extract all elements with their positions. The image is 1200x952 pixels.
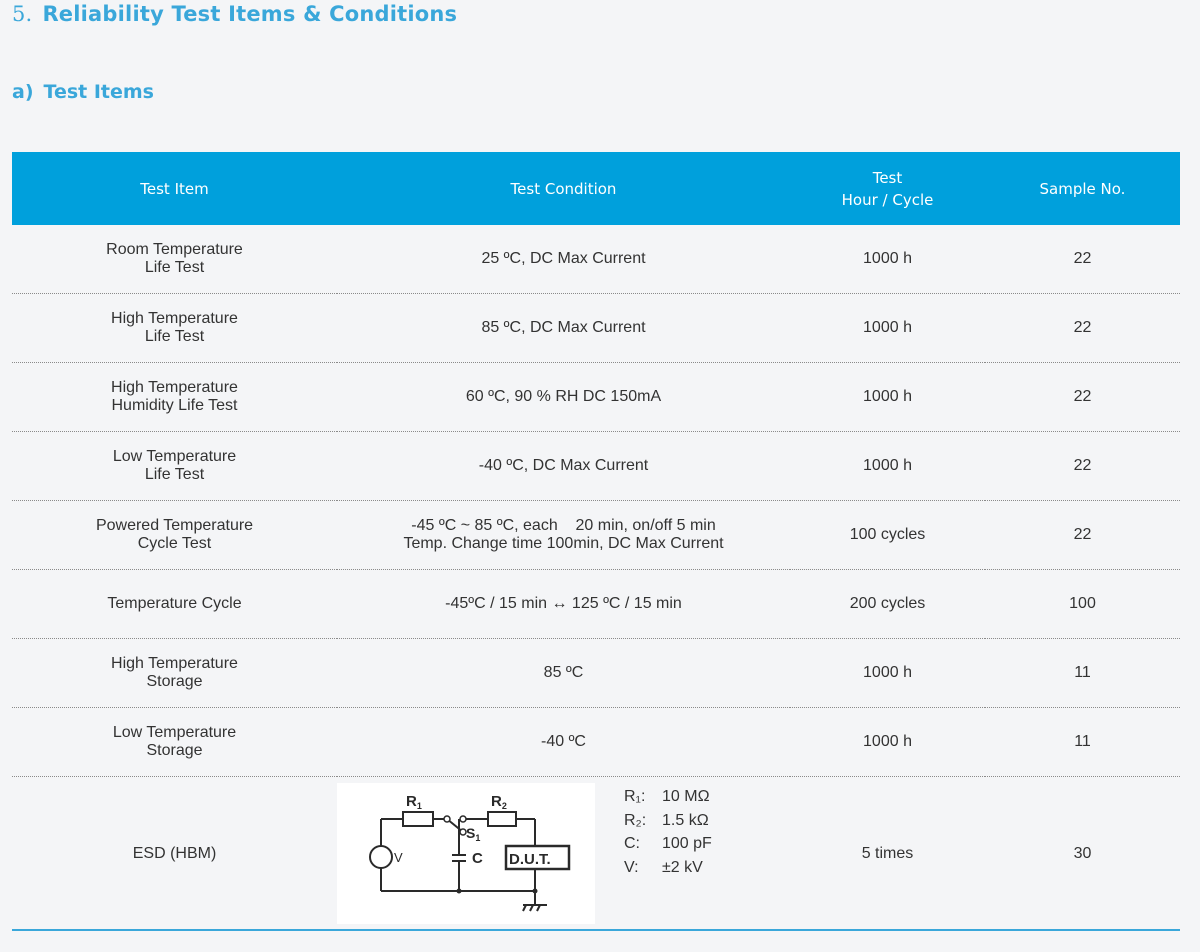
cell-sample-no: 22 — [985, 294, 1180, 363]
label-dut: D.U.T. — [509, 851, 551, 868]
table-row — [12, 225, 1180, 294]
cell-test-condition: -45ºC / 15 min ↔ 125 ºC / 15 min — [337, 570, 790, 639]
esd-param: R₁: 10 MΩ — [624, 788, 710, 805]
cell-test-item: ESD (HBM) — [132, 844, 217, 862]
cell-test-hour: 100 cycles — [790, 501, 985, 570]
header-test-item: Test Item — [12, 152, 337, 225]
cell-test-condition: 85 ºC, DC Max Current — [337, 294, 790, 363]
label-c: C — [472, 850, 483, 867]
cell-test-hour: 1000 h — [790, 708, 985, 777]
cell-test-hour: 1000 h — [790, 294, 985, 363]
cell-sample-no: 22 — [985, 432, 1180, 501]
bottom-divider — [12, 929, 1180, 931]
table-row — [12, 570, 1180, 639]
section-title-text: Reliability Test Items & Conditions — [42, 2, 458, 26]
header-test-condition: Test Condition — [337, 152, 790, 225]
cell-sample-no: 30 — [1073, 844, 1092, 862]
reliability-test-table — [12, 152, 1180, 930]
cell-test-item: High Temperature Storage — [12, 639, 337, 708]
cell-test-item: Low Temperature Life Test — [12, 432, 337, 501]
subsection-number: a) — [12, 81, 34, 103]
label-s1: $S_1$ — [466, 825, 481, 843]
table-row — [12, 432, 1180, 501]
cell-sample-no: 22 — [985, 363, 1180, 432]
esd-param: V: ±2 kV — [624, 858, 703, 876]
esd-param: R₂: 1.5 kΩ — [624, 811, 709, 829]
label-r1: $R_1$ — [406, 793, 422, 811]
cell-test-hour: 5 times — [861, 844, 914, 862]
cell-test-item: High Temperature Life Test — [12, 294, 337, 363]
cell-test-condition: 60 ºC, 90 % RH DC 150mA — [337, 363, 790, 432]
label-v: V — [394, 850, 403, 865]
cell-test-item: High Temperature Humidity Life Test — [12, 363, 337, 432]
cell-sample-no: 100 — [985, 570, 1180, 639]
cell-test-hour: 1000 h — [790, 225, 985, 294]
cell-sample-no: 11 — [985, 708, 1180, 777]
cell-test-hour: 1000 h — [790, 432, 985, 501]
cell-test-hour: 1000 h — [790, 639, 985, 708]
subsection-title-text: Test Items — [43, 81, 154, 103]
cell-sample-no: 11 — [985, 639, 1180, 708]
esd-param: C: 100 pF — [624, 835, 712, 852]
cell-test-condition: 85 ºC — [337, 639, 790, 708]
table-row — [12, 363, 1180, 432]
cell-test-item: Room Temperature Life Test — [12, 225, 337, 294]
table-row-esd — [12, 777, 1180, 931]
cell-test-item: Powered Temperature Cycle Test — [12, 501, 337, 570]
section-number: 5. — [12, 2, 33, 26]
esd-circuit-diagram — [337, 783, 595, 924]
cell-test-item: Temperature Cycle — [12, 570, 337, 639]
header-sample-no: Sample No. — [985, 152, 1180, 225]
cell-test-condition: -45 ºC ~ 85 ºC, each 20 min, on/off 5 min Temp. Change time 100min, DC Max Current — [337, 501, 790, 570]
table-row — [12, 501, 1180, 570]
hbm-circuit-schematic — [337, 783, 595, 924]
cell-esd-condition — [337, 777, 790, 931]
cell-sample-no: 22 — [985, 225, 1180, 294]
header-test-hour-cycle: Test Hour / Cycle — [790, 152, 985, 225]
table-header-row — [12, 152, 1180, 225]
table-row — [12, 639, 1180, 708]
cell-test-condition: -40 ºC — [337, 708, 790, 777]
cell-test-item: Low Temperature Storage — [12, 708, 337, 777]
cell-test-hour: 1000 h — [790, 363, 985, 432]
subsection-title — [12, 81, 154, 103]
label-r2: $R_2$ — [491, 793, 507, 811]
table-row — [12, 294, 1180, 363]
cell-test-hour: 200 cycles — [790, 570, 985, 639]
cell-test-condition: 25 ºC, DC Max Current — [337, 225, 790, 294]
esd-parameters — [624, 785, 712, 879]
cell-test-condition: -40 ºC, DC Max Current — [337, 432, 790, 501]
section-title — [12, 2, 457, 26]
cell-sample-no: 22 — [985, 501, 1180, 570]
table-row — [12, 708, 1180, 777]
